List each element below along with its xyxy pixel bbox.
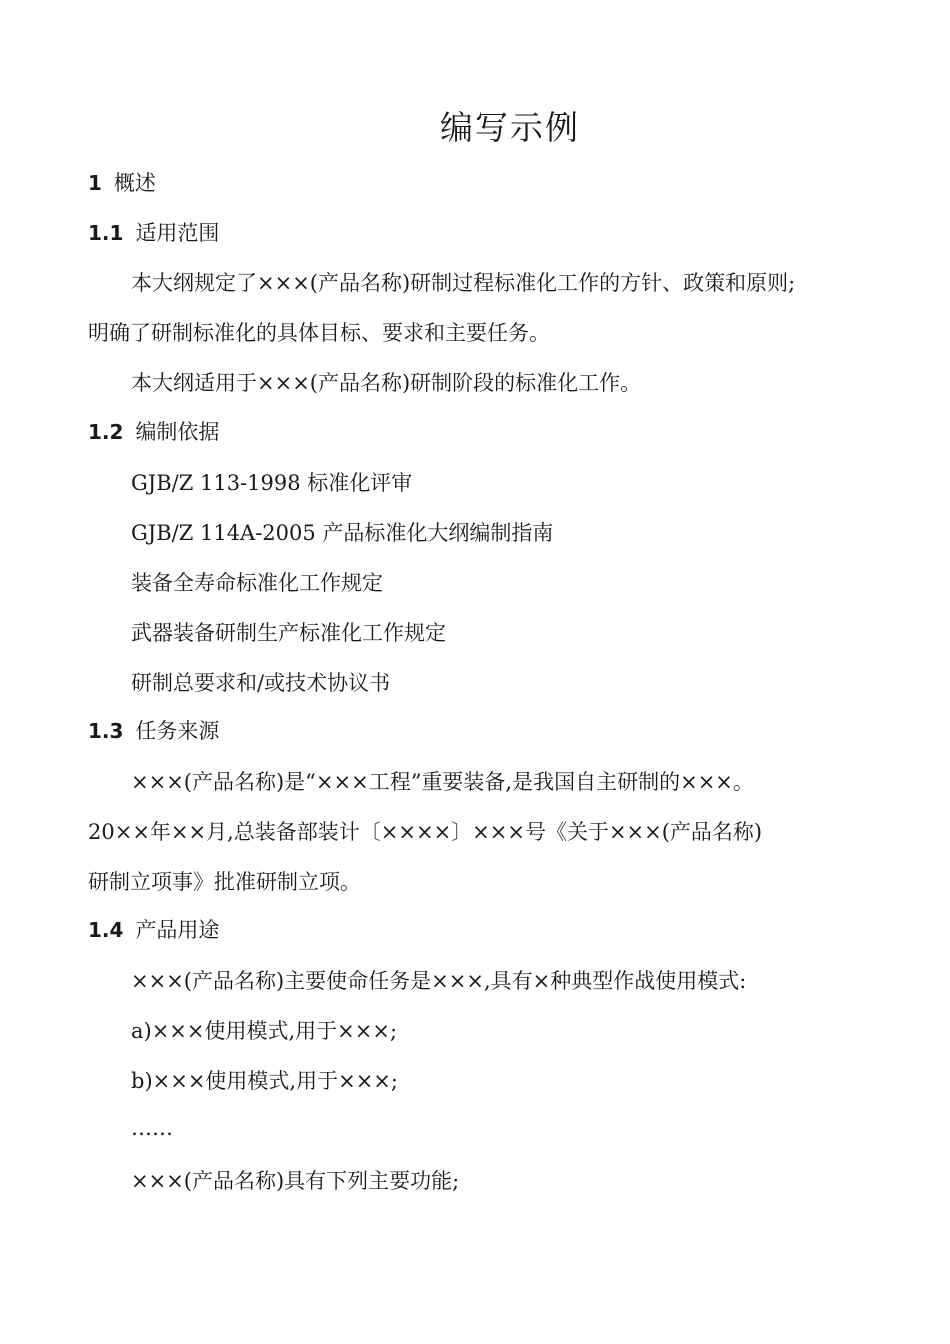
reference-item: 武器装备研制生产标准化工作规定 (131, 621, 446, 645)
page-title: 编写示例 (440, 108, 580, 147)
section-title: 产品用途 (135, 918, 220, 942)
section-title: 编制依据 (135, 420, 220, 444)
section-number: 1 (88, 171, 102, 195)
paragraph-line: 明确了研制标准化的具体目标、要求和主要任务。 (88, 321, 550, 345)
section-number: 1.1 (88, 221, 124, 245)
paragraph-line: 本大纲适用于×××(产品名称)研制阶段的标准化工作。 (131, 371, 642, 395)
reference-item: GJB/Z 114A-2005 产品标准化大纲编制指南 (131, 521, 554, 545)
section-heading-1-2 (88, 417, 219, 447)
paragraph-line: ×××(产品名称)具有下列主要功能; (131, 1169, 460, 1193)
list-item: a)×××使用模式,用于×××; (131, 1019, 398, 1043)
section-number: 1.3 (88, 719, 124, 743)
section-heading-1-4 (88, 915, 219, 945)
paragraph-line: 20××年××月,总装备部装计〔××××〕×××号《关于×××(产品名称) (88, 820, 763, 844)
reference-item: 装备全寿命标准化工作规定 (131, 571, 383, 595)
paragraph-line: ×××(产品名称)主要使命任务是×××,具有×种典型作战使用模式: (131, 969, 747, 993)
section-title: 概述 (113, 171, 156, 195)
section-heading-1-1 (88, 218, 219, 248)
paragraph-line: 本大纲规定了×××(产品名称)研制过程标准化工作的方针、政策和原则; (131, 271, 796, 295)
section-title: 适用范围 (135, 221, 220, 245)
ellipsis-line: …… (131, 1116, 173, 1140)
list-item: b)×××使用模式,用于×××; (131, 1069, 398, 1093)
section-number: 1.4 (88, 918, 124, 942)
section-title: 任务来源 (135, 719, 220, 743)
paragraph-line: 研制立项事》批准研制立项。 (88, 870, 361, 894)
reference-item: 研制总要求和/或技术协议书 (131, 671, 391, 695)
section-heading-1 (88, 168, 156, 198)
section-heading-1-3 (88, 716, 219, 746)
paragraph-line: ×××(产品名称)是“×××工程”重要装备,是我国自主研制的×××。 (131, 770, 754, 794)
section-number: 1.2 (88, 420, 124, 444)
reference-item: GJB/Z 113-1998 标准化评审 (131, 471, 413, 495)
